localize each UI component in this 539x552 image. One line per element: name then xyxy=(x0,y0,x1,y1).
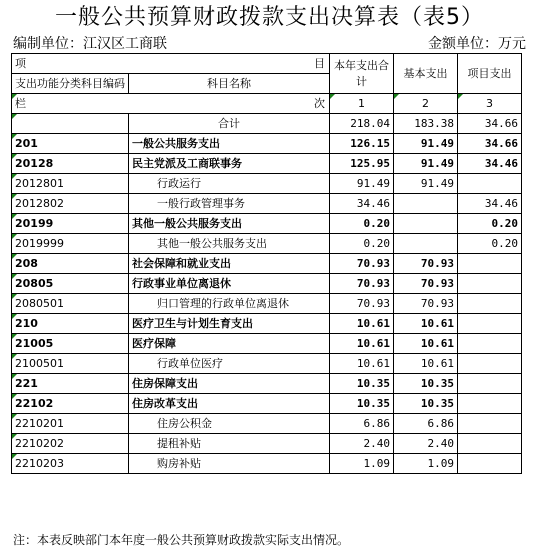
row-basic xyxy=(394,214,458,234)
row-project xyxy=(458,294,522,314)
header-code: 支出功能分类科目编码 xyxy=(12,74,129,94)
row-basic: 10.35 xyxy=(394,374,458,394)
row-project xyxy=(458,174,522,194)
total-basic: 183.38 xyxy=(394,114,458,134)
table-row xyxy=(12,334,522,354)
row-total: 70.93 xyxy=(330,294,394,314)
table-row xyxy=(12,134,522,154)
row-code: 2012802 xyxy=(12,194,129,214)
col-index-1: 1 xyxy=(330,94,394,114)
row-code: 2210201 xyxy=(12,414,129,434)
row-total: 10.61 xyxy=(330,334,394,354)
total-label: 合计 xyxy=(129,114,330,134)
row-code: 21005 xyxy=(12,334,129,354)
row-name: 一般行政管理事务 xyxy=(129,194,330,214)
row-project: 0.20 xyxy=(458,214,522,234)
row-basic: 70.93 xyxy=(394,294,458,314)
col-index-3: 3 xyxy=(458,94,522,114)
row-total: 70.93 xyxy=(330,274,394,294)
row-basic: 91.49 xyxy=(394,134,458,154)
row-total: 70.93 xyxy=(330,254,394,274)
row-total: 125.95 xyxy=(330,154,394,174)
row-project: 34.46 xyxy=(458,154,522,174)
row-basic: 6.86 xyxy=(394,414,458,434)
row-project: 0.20 xyxy=(458,234,522,254)
row-total: 10.35 xyxy=(330,374,394,394)
row-project xyxy=(458,254,522,274)
row-name: 民主党派及工商联事务 xyxy=(129,154,330,174)
row-name: 住房改革支出 xyxy=(129,394,330,414)
table-row xyxy=(12,434,522,454)
row-name: 住房公积金 xyxy=(129,414,330,434)
row-code: 208 xyxy=(12,254,129,274)
row-name: 医疗卫生与计划生育支出 xyxy=(129,314,330,334)
row-code: 2100501 xyxy=(12,354,129,374)
table-row xyxy=(12,314,522,334)
row-name: 一般公共服务支出 xyxy=(129,134,330,154)
row-code: 2210202 xyxy=(12,434,129,454)
col-index-2: 2 xyxy=(394,94,458,114)
row-code: 2080501 xyxy=(12,294,129,314)
table-row xyxy=(12,214,522,234)
row-name: 行政运行 xyxy=(129,174,330,194)
row-basic: 70.93 xyxy=(394,274,458,294)
row-total: 10.61 xyxy=(330,354,394,374)
row-basic: 10.35 xyxy=(394,394,458,414)
table-row xyxy=(12,274,522,294)
row-code: 20128 xyxy=(12,154,129,174)
row-project xyxy=(458,454,522,474)
compiling-unit: 编制单位：江汉区工商联 xyxy=(13,36,167,52)
row-total: 34.46 xyxy=(330,194,394,214)
row-basic xyxy=(394,194,458,214)
row-name: 其他一般公共服务支出 xyxy=(129,234,330,254)
total-project: 34.66 xyxy=(458,114,522,134)
row-code: 201 xyxy=(12,134,129,154)
row-total: 0.20 xyxy=(330,214,394,234)
row-project xyxy=(458,354,522,374)
row-total: 1.09 xyxy=(330,454,394,474)
row-name: 社会保障和就业支出 xyxy=(129,254,330,274)
header-total: 本年支出合计 xyxy=(330,54,394,94)
total-row xyxy=(12,114,522,134)
total-amount: 218.04 xyxy=(330,114,394,134)
header-name: 科目名称 xyxy=(129,74,330,94)
row-basic xyxy=(394,234,458,254)
row-code: 20805 xyxy=(12,274,129,294)
table-row xyxy=(12,154,522,174)
row-code: 2012801 xyxy=(12,174,129,194)
header-ci: 次 xyxy=(314,97,325,110)
row-code: 210 xyxy=(12,314,129,334)
row-basic: 10.61 xyxy=(394,334,458,354)
row-name: 行政事业单位离退休 xyxy=(129,274,330,294)
row-total: 126.15 xyxy=(330,134,394,154)
row-code: 221 xyxy=(12,374,129,394)
row-project xyxy=(458,334,522,354)
row-basic: 91.49 xyxy=(394,154,458,174)
header-basic: 基本支出 xyxy=(394,54,458,94)
row-name: 其他一般公共服务支出 xyxy=(129,214,330,234)
table-row xyxy=(12,394,522,414)
table-row xyxy=(12,414,522,434)
table-row xyxy=(12,174,522,194)
row-total: 91.49 xyxy=(330,174,394,194)
row-name: 购房补贴 xyxy=(129,454,330,474)
row-total: 0.20 xyxy=(330,234,394,254)
table-row xyxy=(12,454,522,474)
row-project xyxy=(458,434,522,454)
table-row xyxy=(12,234,522,254)
expenditure-table xyxy=(11,53,522,474)
row-project xyxy=(458,274,522,294)
row-name: 归口管理的行政单位离退休 xyxy=(129,294,330,314)
row-total: 6.86 xyxy=(330,414,394,434)
row-name: 提租补贴 xyxy=(129,434,330,454)
row-project xyxy=(458,374,522,394)
row-basic: 1.09 xyxy=(394,454,458,474)
row-project xyxy=(458,414,522,434)
row-project xyxy=(458,394,522,414)
header-mu: 目 xyxy=(314,57,325,70)
header-project: 项目支出 xyxy=(458,54,522,94)
table-row xyxy=(12,374,522,394)
row-project xyxy=(458,314,522,334)
row-code: 2019999 xyxy=(12,234,129,254)
row-code: 2210203 xyxy=(12,454,129,474)
row-name: 医疗保障 xyxy=(129,334,330,354)
header-lan: 栏 xyxy=(15,97,26,110)
report-title: 一般公共预算财政拨款支出决算表（表5） xyxy=(55,5,484,30)
header-xiang-mu-cell xyxy=(12,54,330,74)
table-row xyxy=(12,254,522,274)
row-name: 住房保障支出 xyxy=(129,374,330,394)
row-total: 2.40 xyxy=(330,434,394,454)
row-basic: 91.49 xyxy=(394,174,458,194)
row-basic: 2.40 xyxy=(394,434,458,454)
table-row xyxy=(12,354,522,374)
row-project: 34.66 xyxy=(458,134,522,154)
row-basic: 10.61 xyxy=(394,354,458,374)
table-row xyxy=(12,194,522,214)
row-total: 10.61 xyxy=(330,314,394,334)
row-project: 34.46 xyxy=(458,194,522,214)
currency-unit: 金额单位：万元 xyxy=(428,36,526,52)
header-row-item xyxy=(12,54,522,74)
header-xiang: 项 xyxy=(15,57,26,70)
table-row xyxy=(12,294,522,314)
header-lan-ci-cell xyxy=(12,94,330,114)
row-total: 10.35 xyxy=(330,394,394,414)
footnote: 注：本表反映部门本年度一般公共预算财政拨款实际支出情况。 xyxy=(13,533,350,547)
total-code-cell xyxy=(12,114,129,134)
row-name: 行政单位医疗 xyxy=(129,354,330,374)
row-basic: 10.61 xyxy=(394,314,458,334)
header-row-index xyxy=(12,94,522,114)
row-code: 20199 xyxy=(12,214,129,234)
row-code: 22102 xyxy=(12,394,129,414)
row-basic: 70.93 xyxy=(394,254,458,274)
